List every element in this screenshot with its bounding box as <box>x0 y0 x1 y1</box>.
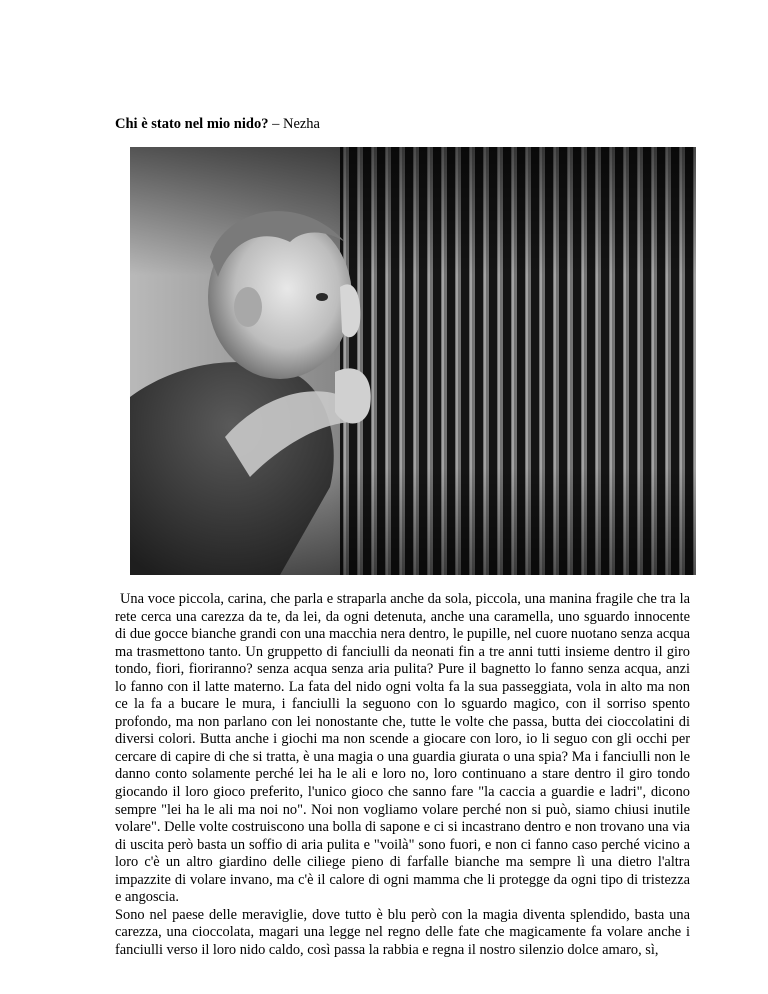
title-author: – Nezha <box>268 116 320 132</box>
child-at-bars-photo <box>130 147 696 575</box>
title-bold: Chi è stato nel mio nido? <box>115 116 269 132</box>
paragraph-1: Una voce piccola, carina, che parla e straparla anche da sola, piccola, una manina fragile che tra la rete cerca una carezza da te, da lei, da ogni detenuta, anche una caramella, uno sguardo innocente di due gocce bianche grandi con una macchia nera dentro, le pupille, nel cuore nuotano senza acqua ma trasmettono tanto. Un gruppetto di fanciulli da neonati fin a tre anni tutti insieme dentro il giro tondo, fiori, fioriranno? senza acqua senza aria pulita? Pure il bagnetto lo fanno senza acqua, anzi lo fanno con il latte materno. La fata del nido ogni volta fa la sua passeggiata, vola in alto ma non ce la fa a bucare le mura, i fanciulli la seguono con lo sguardo magico, con il sorriso spento profondo, ma non parlano con lei nonostante che, tutte le volte che passa, butta dei cioccolatini di diversi colori. Butta anche i giochi ma non scende a giocare con loro, io li seguo con gli occhi per cercare di capire di che si tratta, è una magia o una guardia giurata o una spia? Ma i fanciulli non le danno conto solamente perché lei ha le ali e loro no, loro continuano a stare dentro il giro tondo giocando il loro gioco preferito, l'unico gioco che sanno fare "la caccia a guardie e ladri", dicono sempre "lei ha le ali ma noi no". Noi non vogliamo volare perché non si può, siamo chiusi inutile volare". Delle volte costruiscono una bolla di sapone e ci si incastrano dentro e non trovano una via di uscita però basta un soffio di aria pulita e "voilà" sono fuori, e non ci fanno caso perché vicino a loro c'è un altro giardino delle ciliege pieno di farfalle bianche ma sempre lì una dietro l'altra impazzite di volare invano, ma c'è il calore di ogni mamma che li protegge da ogni tipo di tristezza e angoscia. <box>115 591 690 906</box>
page-title <box>115 115 320 133</box>
paragraph-2: Sono nel paese delle meraviglie, dove tutto è blu però con la magia diventa splendido, basta una carezza, una cioccolata, magari una legge nel regno delle fate che magicamente fa volare anche i fanciulli verso il loro nido caldo, così passa la rabbia e regna il nostro silenzio dolce amaro, sì, <box>115 906 690 958</box>
story-text <box>115 591 690 959</box>
photo-illustration <box>130 147 696 575</box>
